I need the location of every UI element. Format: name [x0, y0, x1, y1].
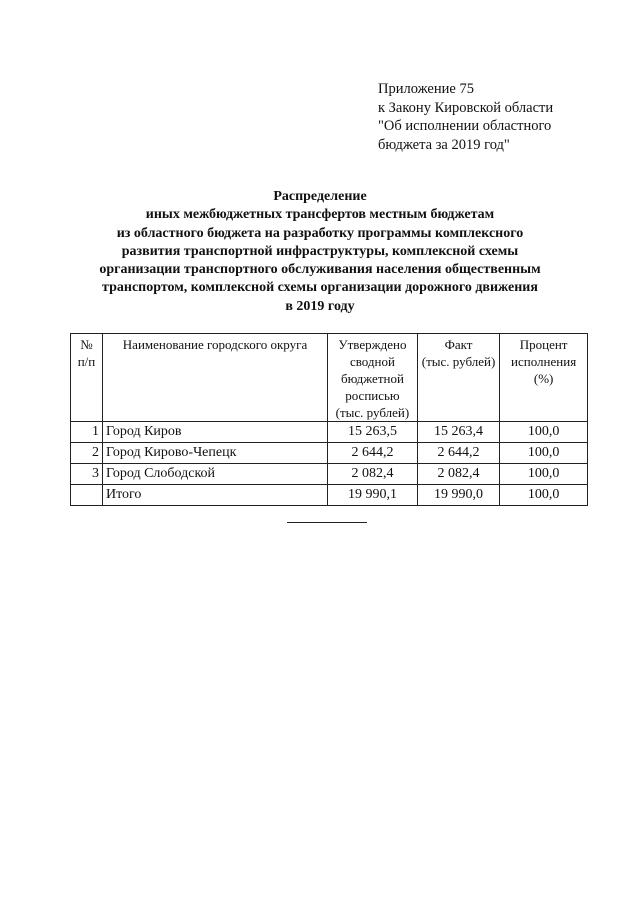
- title-line: транспортом, комплексной схемы организации дорожного движения: [102, 280, 538, 296]
- row-name: Город Кирово-Чепецк: [102, 443, 327, 464]
- row-name: Город Киров: [102, 422, 327, 443]
- title-line: организации транспортного обслуживания населения общественным: [99, 262, 541, 278]
- title-line: из областного бюджета на разработку программы комплексного: [116, 225, 524, 241]
- header-pct: Процент исполнения (%): [500, 334, 588, 422]
- row-pct: 100,0: [500, 464, 588, 485]
- row-plan: 15 263,5: [328, 422, 418, 443]
- title-line: Распределение: [273, 189, 367, 204]
- row-name: Город Слободской: [102, 464, 327, 485]
- table-row: [71, 422, 588, 443]
- row-fact: 2 082,4: [417, 464, 499, 485]
- transfers-table: [70, 333, 588, 506]
- table-row: [71, 464, 588, 485]
- appendix-header: [378, 80, 553, 154]
- row-fact: 15 263,4: [417, 422, 499, 443]
- row-num: 3: [71, 464, 103, 485]
- total-label: Итого: [102, 485, 327, 506]
- header-num: № п/п: [71, 334, 103, 422]
- row-plan: 2 082,4: [328, 464, 418, 485]
- document-title: [60, 188, 580, 316]
- row-num: 2: [71, 443, 103, 464]
- row-fact: 2 644,2: [417, 443, 499, 464]
- end-divider: [287, 522, 367, 523]
- appendix-law: к Закону Кировской области: [378, 99, 554, 116]
- table-header-row: [71, 334, 588, 422]
- appendix-law-title-cont: бюджета за 2019 год": [378, 136, 510, 153]
- appendix-law-title: "Об исполнении областного: [378, 118, 552, 134]
- row-num: 1: [71, 422, 103, 443]
- total-num: [71, 485, 103, 506]
- header-name: Наименование городского округа: [102, 334, 327, 422]
- title-line: развития транспортной инфраструктуры, комплексной схемы: [121, 243, 519, 259]
- total-pct: 100,0: [500, 485, 588, 506]
- row-pct: 100,0: [500, 443, 588, 464]
- appendix-number: Приложение 75: [378, 81, 474, 97]
- row-pct: 100,0: [500, 422, 588, 443]
- total-plan: 19 990,1: [328, 485, 418, 506]
- row-plan: 2 644,2: [328, 443, 418, 464]
- title-line: в 2019 году: [285, 298, 355, 314]
- header-fact: Факт (тыс. рублей): [417, 334, 499, 422]
- header-plan: Утверждено сводной бюджетной росписью (тыс. рублей): [328, 334, 418, 422]
- total-fact: 19 990,0: [417, 485, 499, 506]
- table-row: [71, 443, 588, 464]
- table-total-row: [71, 485, 588, 506]
- title-line: иных межбюджетных трансфертов местным бюджетам: [145, 207, 495, 223]
